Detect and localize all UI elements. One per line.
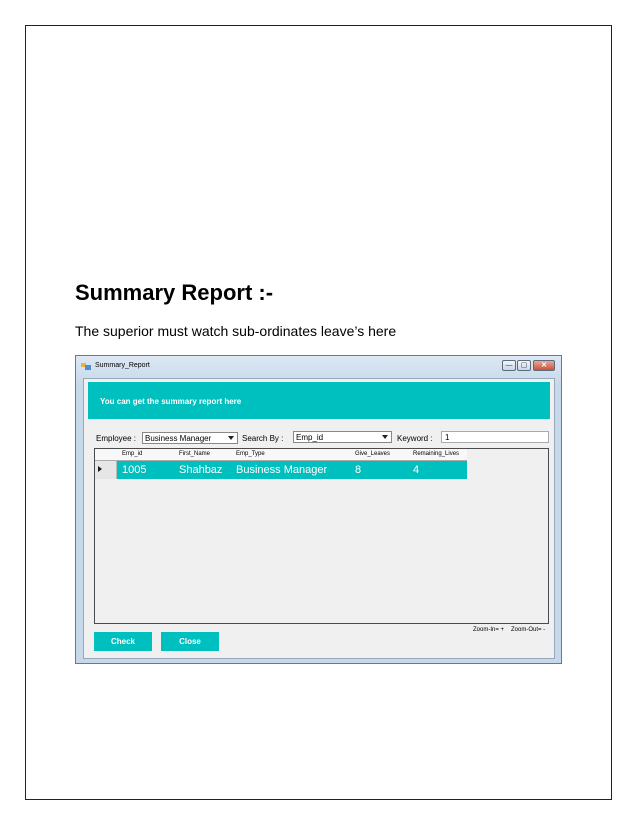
keyword-label: Keyword : xyxy=(397,434,433,443)
close-button[interactable]: Close xyxy=(161,632,219,651)
info-banner xyxy=(88,382,550,419)
column-header-emp-type[interactable]: Emp_Type xyxy=(236,451,265,457)
employee-select-value: Business Manager xyxy=(145,434,212,443)
page-description: The superior must watch sub-ordinates leave’s here xyxy=(75,323,397,339)
cell-first-name[interactable]: Shahbaz xyxy=(179,464,223,476)
cell-remaining-lives[interactable]: 4 xyxy=(413,464,420,476)
keyword-input-value: 1 xyxy=(445,433,450,442)
window-title: Summary_Report xyxy=(95,362,150,369)
column-header-emp-id[interactable]: Emp_id xyxy=(122,451,143,457)
keyword-input[interactable] xyxy=(441,431,549,443)
search-by-select-value: Emp_id xyxy=(296,433,324,442)
app-icon xyxy=(81,362,91,371)
cell-emp-type[interactable]: Business Manager xyxy=(236,464,328,476)
search-by-select[interactable] xyxy=(293,431,392,443)
zoom-out-hint: Zoom-Out= - xyxy=(511,627,546,633)
selected-row-cells[interactable] xyxy=(117,461,467,479)
page-heading: Summary Report :- xyxy=(75,280,274,305)
summary-grid[interactable] xyxy=(94,448,549,624)
employee-select[interactable] xyxy=(142,432,238,444)
column-header-give-leaves[interactable]: Give_Leaves xyxy=(355,451,391,457)
zoom-in-hint: Zoom-In= + xyxy=(473,627,505,633)
check-button[interactable]: Check xyxy=(94,632,152,651)
chevron-down-icon xyxy=(382,435,388,439)
window-titlebar[interactable] xyxy=(76,356,561,378)
column-header-remaining-lives[interactable]: Remaining_Lives xyxy=(413,451,460,457)
table-row[interactable] xyxy=(95,461,467,479)
row-header[interactable] xyxy=(95,461,117,479)
minimize-button[interactable]: — xyxy=(502,360,516,371)
maximize-button[interactable]: ▢ xyxy=(517,360,531,371)
search-by-label: Search By : xyxy=(242,434,284,443)
grid-header xyxy=(95,449,467,461)
summary-report-window xyxy=(75,355,562,664)
banner-text: You can get the summary report here xyxy=(100,397,242,406)
cell-emp-id[interactable]: 1005 xyxy=(122,464,147,476)
close-window-button[interactable]: ✕ xyxy=(533,360,555,371)
column-header-first-name[interactable]: First_Name xyxy=(179,451,211,457)
chevron-down-icon xyxy=(228,436,234,440)
cell-give-leaves[interactable]: 8 xyxy=(355,464,362,476)
window-client-area xyxy=(83,378,555,659)
employee-label: Employee : xyxy=(96,434,137,443)
row-pointer-icon xyxy=(98,466,102,472)
